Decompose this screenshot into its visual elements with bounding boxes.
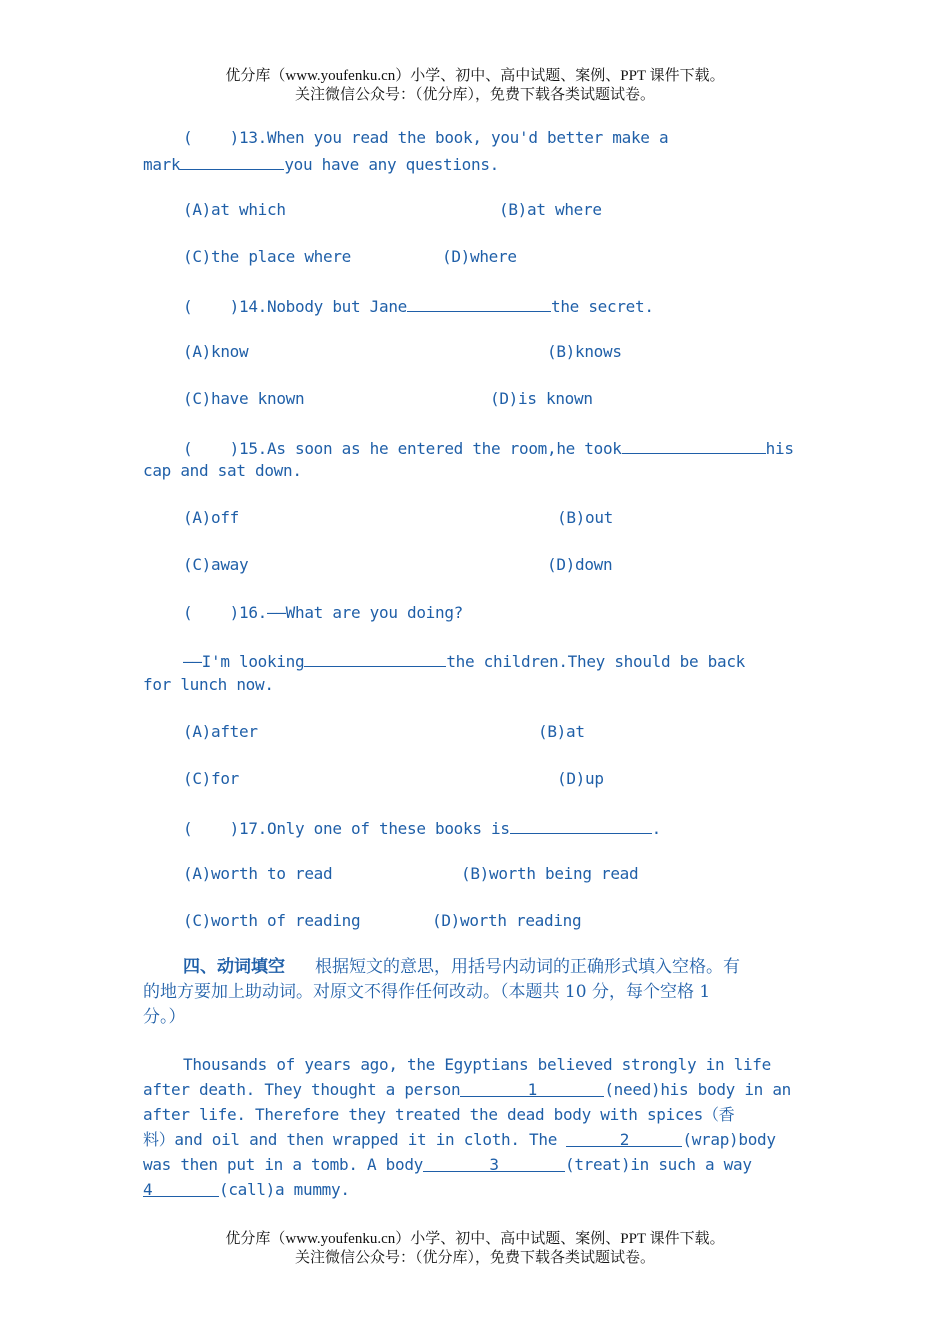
passage-text-2a: after death. They thought a person xyxy=(143,1080,461,1099)
q17-option-b: (B)worth being read xyxy=(461,864,639,883)
q16-option-c: (C)for xyxy=(183,769,239,788)
passage-text-4a: 料）and oil and then wrapped it in cloth. The xyxy=(143,1130,567,1149)
q13-option-b: (B)at where xyxy=(499,200,602,219)
q15-option-b: (B)out xyxy=(557,508,613,527)
q15-option-a: (A)off xyxy=(183,508,239,527)
section-4-heading xyxy=(183,956,740,978)
q15-option-c: (C)away xyxy=(183,555,249,574)
q16-text-b: the children.They should be back xyxy=(446,652,745,671)
q16-text-a: ——I'm looking xyxy=(183,652,305,671)
q16-stem: ( )16.——What are you doing? xyxy=(183,603,463,622)
section-4-instruction-3: 分。） xyxy=(143,1007,186,1027)
q14-option-a: (A)know xyxy=(183,342,249,361)
footer-line-2: 关注微信公众号：（优分库），免费下载各类试题试卷。 xyxy=(294,1250,655,1266)
q14-option-b: (B)knows xyxy=(547,342,622,361)
q13-option-d: (D)where xyxy=(442,247,517,266)
q13-text-b: you have any questions. xyxy=(284,155,499,174)
q17-option-a: (A)worth to read xyxy=(183,864,333,883)
passage-line-4 xyxy=(143,1130,776,1150)
q15-stem-line2: cap and sat down. xyxy=(143,461,302,480)
q14-option-c: (C)have known xyxy=(183,389,305,408)
passage-text-5a: was then put in a tomb. A body xyxy=(143,1155,423,1174)
q14-answer-blank xyxy=(407,295,551,312)
q13-option-a: (A)at which xyxy=(183,200,286,219)
q16-answer-blank xyxy=(304,650,446,667)
q16-stem-line3: for lunch now. xyxy=(143,675,274,694)
q17-text-b: . xyxy=(651,819,661,838)
q13-option-c: (C)the place where xyxy=(183,247,351,266)
q17-option-c: (C)worth of reading xyxy=(183,911,361,930)
passage-text-2b: (need)his body in an xyxy=(604,1080,791,1099)
q17-text-a: ( )17.Only one of these books is xyxy=(183,819,510,838)
header-line-2: 关注微信公众号：（优分库），免费下载各类试题试卷。 xyxy=(294,87,655,103)
q16-option-d: (D)up xyxy=(557,769,604,788)
passage-text-4b: (wrap)body xyxy=(682,1130,776,1149)
passage-line-5 xyxy=(143,1155,752,1175)
header-line-1: 优分库（www.youfenku.cn）小学、初中、高中试题、案例、PPT 课件下载。 xyxy=(225,68,725,84)
q17-answer-blank xyxy=(510,817,652,834)
passage-blank-3: 3 xyxy=(423,1155,565,1172)
q16-option-a: (A)after xyxy=(183,722,258,741)
section-4-instruction-1: 根据短文的意思，用括号内动词的正确形式填入空格。有 xyxy=(315,957,740,977)
passage-blank-2: 2 xyxy=(566,1130,682,1147)
q15-answer-blank xyxy=(622,437,766,454)
passage-line-6 xyxy=(143,1180,350,1200)
footer-line-1: 优分库（www.youfenku.cn）小学、初中、高中试题、案例、PPT 课件下载。 xyxy=(225,1231,725,1247)
q17-option-d: (D)worth reading xyxy=(432,911,582,930)
passage-blank-4: 4 xyxy=(143,1180,219,1197)
q13-text-a: mark xyxy=(143,155,181,174)
passage-line-1: Thousands of years ago, the Egyptians believed strongly in life xyxy=(183,1055,771,1074)
passage-text-5b: (treat)in such a way xyxy=(565,1155,752,1174)
section-4-instruction-2: 的地方要加上助动词。对原文不得作任何改动。（本题共 10 分，每个空格 1 xyxy=(143,982,711,1002)
passage-text-6b: (call)a mummy. xyxy=(219,1180,350,1199)
q14-option-d: (D)is known xyxy=(490,389,593,408)
q16-stem-line2 xyxy=(183,650,745,672)
q13-answer-blank xyxy=(180,153,284,170)
q13-stem-line2 xyxy=(143,153,499,175)
q15-text-a: ( )15.As soon as he entered the room,he took xyxy=(183,439,622,458)
q15-option-d: (D)down xyxy=(547,555,613,574)
q17-stem xyxy=(183,817,661,839)
passage-line-3: after life. Therefore they treated the dead body with spices（香 xyxy=(143,1105,735,1124)
section-4-title: 四、动词填空 xyxy=(183,957,285,977)
q15-text-b: his xyxy=(765,439,794,458)
passage-line-2 xyxy=(143,1080,791,1100)
q15-stem xyxy=(183,437,794,459)
q14-stem xyxy=(183,295,654,317)
q16-option-b: (B)at xyxy=(538,722,585,741)
q13-stem: ( )13.When you read the book, you'd better make a xyxy=(183,128,669,147)
q14-text-a: ( )14.Nobody but Jane xyxy=(183,297,407,316)
q14-text-b: the secret. xyxy=(551,297,654,316)
passage-blank-1: 1 xyxy=(460,1080,604,1097)
